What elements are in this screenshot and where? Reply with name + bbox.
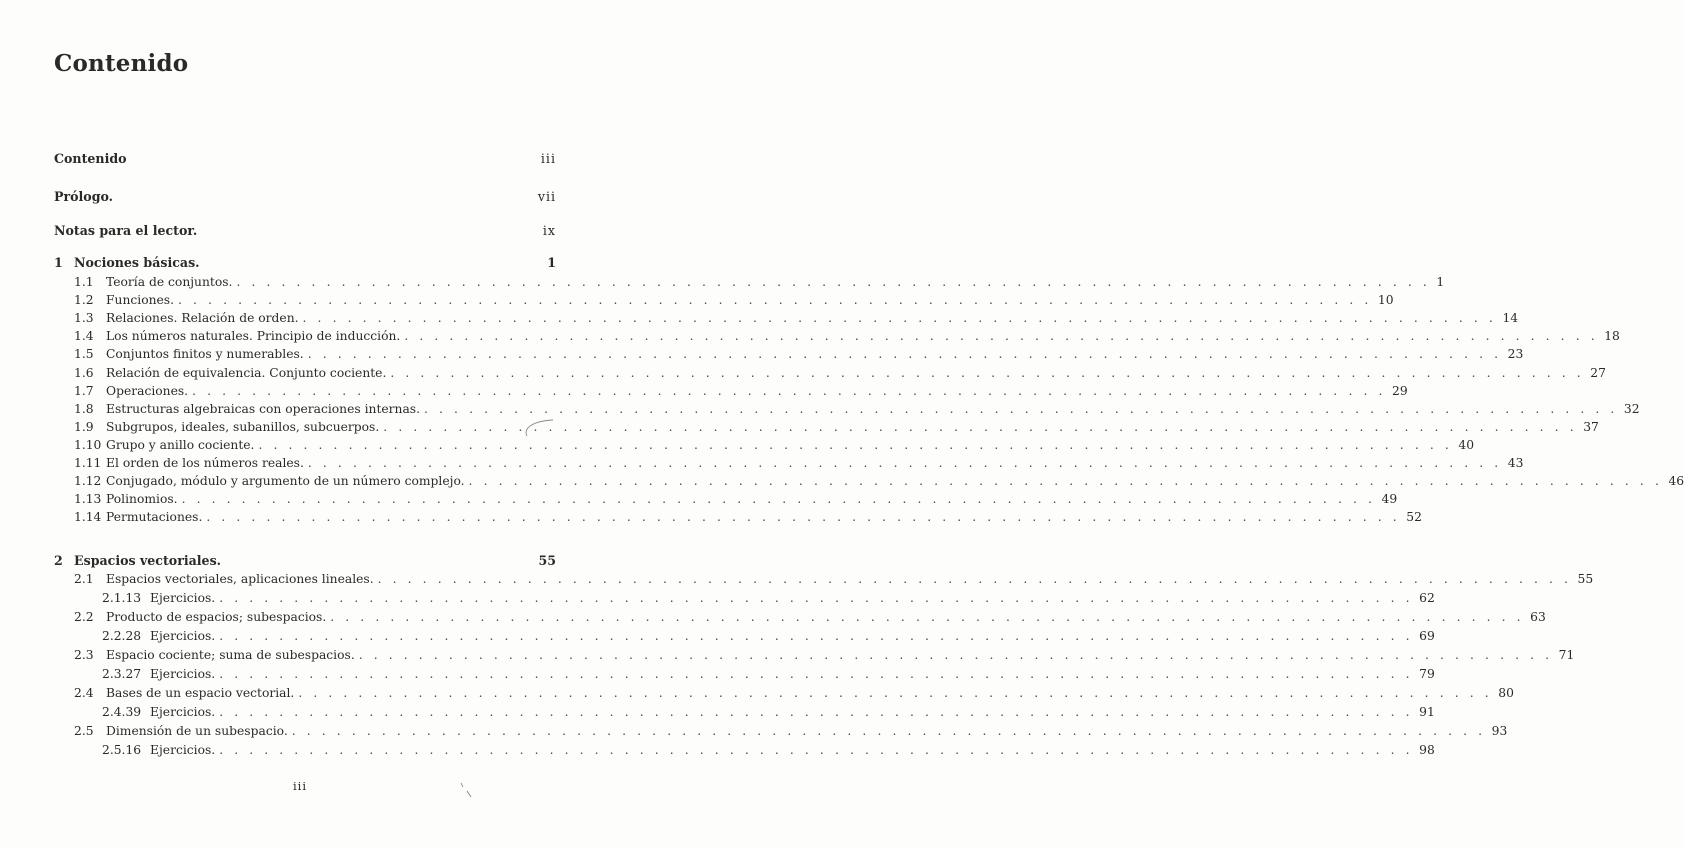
dot-leader: . . . . . . . . . . . . . . . . . . . . . . . . . . . . . . . . . . . . . . . . . . . . . . . . . . . . . . . . . . . . . . . . . . . . . . . . . . . . . . . . [236, 275, 1431, 289]
entry-title: Contenido [54, 151, 127, 166]
entry-title: Ejercicios. [150, 705, 216, 719]
entry-title: Operaciones. [106, 383, 189, 398]
entry-page-number: 46 [1668, 474, 1684, 489]
entry-page-number: 37 [1583, 419, 1599, 434]
dot-leader: . . . . . . . . . . . . . . . . . . . . . . . . . . . . . . . . . . . . . . . . . . . . . . . . . . . . . . . . . . . . . . . . . . . . . . . . . . . . . . . . [219, 667, 1414, 681]
entry-number: 2.5.16 [102, 743, 142, 757]
dot-leader: . . . . . . . . . . . . . . . . . . . . . . . . . . . . . . . . . . . . . . . . . . . . . . . . . . . . . . . . . . . . . . . . . . . . . . . . . . . . . . . . [258, 437, 1453, 452]
entry-number: 1.4 [74, 329, 94, 344]
toc-section-entry [74, 400, 1640, 418]
entry-page-number: 91 [1419, 705, 1435, 719]
entry-page-number: 18 [1604, 329, 1620, 344]
entry-title: Relaciones. Relación de orden. [106, 311, 299, 326]
dot-leader: . . . . . . . . . . . . . . . . . . . . . . . . . . . . . . . . . . . . . . . . . . . . . . . . . . . . . . . . . . . . . . . . . . . . . . . . . . . . . . . . [298, 686, 1493, 700]
entry-page-number: iii [540, 151, 556, 166]
toc-front-entry [54, 188, 556, 206]
dot-leader: . . . . . . . . . . . . . . . . . . . . . . . . . . . . . . . . . . . . . . . . . . . . . . . . . . . . . . . . . . . . . . . . . . . . . . . . . . . . . . . . [219, 629, 1414, 643]
entry-number: 1.5 [74, 347, 94, 362]
entry-number: 2.3.27 [102, 667, 142, 681]
entry-page-number: 14 [1502, 311, 1519, 326]
entry-page-number: vii [537, 189, 556, 204]
entry-page-number: 32 [1623, 401, 1640, 416]
entry-number: 2.2.28 [102, 629, 142, 643]
entry-page-number: 29 [1392, 383, 1408, 398]
entry-number: 2.1.13 [102, 591, 142, 605]
toc-subsection-entry [102, 589, 1435, 607]
entry-page-number: 93 [1491, 724, 1508, 738]
dot-leader: . . . . . . . . . . . . . . . . . . . . . . . . . . . . . . . . . . . . . . . . . . . . . . . . . . . . . . . . . . . . . . . . . . . . . . . . . . . . . . . . [330, 610, 1525, 624]
toc-subsection-entry [102, 627, 1435, 645]
dot-leader: . . . . . . . . . . . . . . . . . . . . . . . . . . . . . . . . . . . . . . . . . . . . . . . . . . . . . . . . . . . . . . . . . . . . . . . . . . . . . . . . [404, 329, 1599, 344]
entry-number: 1.8 [74, 401, 94, 416]
toc-section-entry [74, 436, 1475, 454]
entry-number: 1.14 [74, 510, 102, 525]
entry-page-number: 49 [1381, 492, 1398, 507]
entry-title: Dimensión de un subespacio. [106, 724, 288, 738]
entry-title: Conjuntos finitos y numerables. [106, 347, 304, 362]
entry-title: Conjugado, módulo y argumento de un número complejo. [106, 474, 465, 489]
dot-leader: . . . . . . . . . . . . . . . . . . . . . . . . . . . . . . . . . . . . . . . . . . . . . . . . . . . . . . . . . . . . . . . . . . . . . . . . . . . . . . . . [307, 347, 1502, 362]
entry-title: Ejercicios. [150, 629, 216, 643]
entry-title: Permutaciones. [106, 510, 203, 525]
toc-section-entry [74, 722, 1508, 740]
entry-title: Espacios vectoriales. [74, 553, 222, 568]
dot-leader: . . . . . . . . . . . . . . . . . . . . . . . . . . . . . . . . . . . . . . . . . . . . . . . . . . . . . . . . . . . . . . . . . . . . . . . . . . . . . . . . [377, 572, 1572, 586]
toc-section-entry [74, 508, 1422, 526]
toc-front-entry [54, 222, 556, 240]
entry-page-number: 43 [1507, 456, 1524, 470]
entry-title: Ejercicios. [150, 743, 216, 757]
toc-subsection-entry [102, 741, 1435, 759]
toc-section-entry [74, 273, 1445, 291]
entry-number: 1.2 [74, 293, 94, 308]
dot-leader: . . . . . . . . . . . . . . . . . . . . . . . . . . . . . . . . . . . . . . . . . . . . . . . . . . . . . . . . . . . . . . . . . . . . . . . . . . . . . . . . [383, 419, 1578, 434]
entry-number: 1 [54, 255, 63, 270]
toc-section-entry [74, 382, 1408, 400]
dot-leader: . . . . . . . . . . . . . . . . . . . . . . . . . . . . . . . . . . . . . . . . . . . . . . . . . . . . . . . . . . . . . . . . . . . . . . . . . . . . . . . . [390, 365, 1585, 380]
entry-page-number: 27 [1590, 365, 1606, 380]
entry-title: Nociones básicas. [74, 255, 200, 270]
entry-number: 1.7 [74, 383, 94, 398]
dot-leader: . . . . . . . . . . . . . . . . . . . . . . . . . . . . . . . . . . . . . . . . . . . . . . . . . . . . . . . . . . . . . . . . . . . . . . . . . . . . . . . . [178, 293, 1372, 308]
entry-title: Producto de espacios; subespacios. [106, 610, 327, 624]
toc-section-entry [74, 454, 1524, 472]
pencil-mark-icon [521, 418, 555, 438]
entry-page-number: ix [542, 223, 556, 238]
entry-number: 2.4 [74, 686, 94, 700]
entry-number: 1.11 [74, 456, 102, 470]
dot-leader: . . . . . . . . . . . . . . . . . . . . . . . . . . . . . . . . . . . . . . . . . . . . . . . . . . . . . . . . . . . . . . . . . . . . . . . . . . . . . . . . [192, 383, 1386, 398]
entry-page-number: 40 [1458, 437, 1475, 452]
entry-number: 1.13 [74, 492, 102, 507]
toc-section-entry [74, 291, 1394, 309]
toc-section-entry [74, 327, 1620, 345]
dot-leader: . . . . . . . . . . . . . . . . . . . . . . . . . . . . . . . . . . . . . . . . . . . . . . . . . . . . . . . . . . . . . . . . . . . . . . . . . . . . . . . . [219, 743, 1414, 757]
toc-chapter-entry [54, 254, 556, 272]
toc-section-entry [74, 364, 1606, 382]
entry-title: Teoría de conjuntos. [106, 275, 233, 289]
dot-leader: . . . . . . . . . . . . . . . . . . . . . . . . . . . . . . . . . . . . . . . . . . . . . . . . . . . . . . . . . . . . . . . . . . . . . . . . . . . . . . . . [358, 648, 1553, 662]
entry-number: 1.12 [74, 474, 102, 489]
dot-leader: . . . . . . . . . . . . . . . . . . . . . . . . . . . . . . . . . . . . . . . . . . . . . . . . . . . . . . . . . . . . . . . . . . . . . . . . . . . . . . . . [291, 724, 1486, 738]
entry-number: 1.9 [74, 419, 94, 434]
dot-leader: . . . . . . . . . . . . . . . . . . . . . . . . . . . . . . . . . . . . . . . . . . . . . . . . . . . . . . . . . . . . . . . . . . . . . . . . . . . . . . . . [219, 591, 1414, 605]
entry-page-number: 55 [538, 553, 556, 568]
entry-title: Relación de equivalencia. Conjunto cociente. [106, 365, 387, 380]
entry-title: Espacios vectoriales, aplicaciones lineales. [106, 572, 374, 586]
entry-page-number: 55 [1577, 572, 1594, 586]
entry-page-number: 10 [1377, 293, 1394, 308]
toc-section-entry [74, 570, 1594, 588]
entry-page-number: 62 [1419, 591, 1435, 605]
entry-title: Grupo y anillo cociente. [106, 437, 255, 452]
toc-subsection-entry [102, 665, 1435, 683]
toc-section-entry [74, 490, 1398, 508]
entry-page-number: 80 [1498, 686, 1514, 700]
entry-page-number: 79 [1419, 667, 1435, 681]
toc-chapter-entry [54, 552, 556, 570]
entry-page-number: 1 [547, 255, 556, 270]
entry-number: 1.3 [74, 311, 94, 326]
dot-leader: . . . . . . . . . . . . . . . . . . . . . . . . . . . . . . . . . . . . . . . . . . . . . . . . . . . . . . . . . . . . . . . . . . . . . . . . . . . . . . . . [181, 492, 1376, 507]
toc-section-entry [74, 608, 1546, 626]
entry-page-number: 98 [1419, 743, 1435, 757]
entry-title: Los números naturales. Principio de inducción. [106, 329, 401, 344]
entry-title: Estructuras algebraicas con operaciones internas. [106, 401, 421, 416]
entry-title: Subgrupos, ideales, subanillos, subcuerpos. [106, 419, 380, 434]
entry-title: Bases de un espacio vectorial. [106, 686, 295, 700]
entry-number: 2.2 [74, 610, 94, 624]
entry-number: 1.6 [74, 365, 94, 380]
entry-page-number: 71 [1558, 648, 1575, 662]
entry-title: Notas para el lector. [54, 223, 198, 238]
entry-title: Polinomios. [106, 492, 178, 507]
entry-number: 2.1 [74, 572, 94, 586]
entry-page-number: 23 [1507, 347, 1524, 362]
toc-section-entry [74, 472, 1684, 490]
toc-section-entry [74, 646, 1575, 664]
toc-section-entry [74, 345, 1524, 363]
dot-leader: . . . . . . . . . . . . . . . . . . . . . . . . . . . . . . . . . . . . . . . . . . . . . . . . . . . . . . . . . . . . . . . . . . . . . . . . . . . . . . . . [468, 474, 1663, 489]
entry-number: 1.10 [74, 437, 102, 452]
toc-section-entry [74, 418, 1599, 436]
dot-leader: . . . . . . . . . . . . . . . . . . . . . . . . . . . . . . . . . . . . . . . . . . . . . . . . . . . . . . . . . . . . . . . . . . . . . . . . . . . . . . . . [424, 401, 1618, 416]
entry-number: 1.1 [74, 275, 94, 289]
chapter-heading: Contenido [54, 50, 189, 77]
entry-title: Espacio cociente; suma de subespacios. [106, 648, 355, 662]
entry-title: Prólogo. [54, 189, 114, 204]
toc-section-entry [74, 309, 1519, 327]
entry-page-number: 69 [1419, 629, 1435, 643]
entry-title: El orden de los números reales. [106, 456, 304, 470]
dot-leader: . . . . . . . . . . . . . . . . . . . . . . . . . . . . . . . . . . . . . . . . . . . . . . . . . . . . . . . . . . . . . . . . . . . . . . . . . . . . . . . . [307, 456, 1502, 470]
toc-section-entry [74, 684, 1514, 702]
entry-title: Ejercicios. [150, 667, 216, 681]
dot-leader: . . . . . . . . . . . . . . . . . . . . . . . . . . . . . . . . . . . . . . . . . . . . . . . . . . . . . . . . . . . . . . . . . . . . . . . . . . . . . . . . [219, 705, 1414, 719]
footer-page-number: iii [292, 779, 308, 793]
entry-page-number: 1 [1436, 275, 1445, 289]
entry-page-number: 52 [1406, 510, 1422, 525]
entry-number: 2.5 [74, 724, 94, 738]
toc-subsection-entry [102, 703, 1435, 721]
entry-number: 2.4.39 [102, 705, 142, 719]
entry-number: 2.3 [74, 648, 94, 662]
entry-title: Funciones. [106, 293, 175, 308]
dot-leader: . . . . . . . . . . . . . . . . . . . . . . . . . . . . . . . . . . . . . . . . . . . . . . . . . . . . . . . . . . . . . . . . . . . . . . . . . . . . . . . . [206, 510, 1401, 525]
dot-leader: . . . . . . . . . . . . . . . . . . . . . . . . . . . . . . . . . . . . . . . . . . . . . . . . . . . . . . . . . . . . . . . . . . . . . . . . . . . . . . . . [302, 311, 1497, 326]
toc-front-entry [54, 150, 556, 168]
entry-page-number: 63 [1530, 610, 1546, 624]
entry-title: Ejercicios. [150, 591, 216, 605]
entry-number: 2 [54, 553, 63, 568]
